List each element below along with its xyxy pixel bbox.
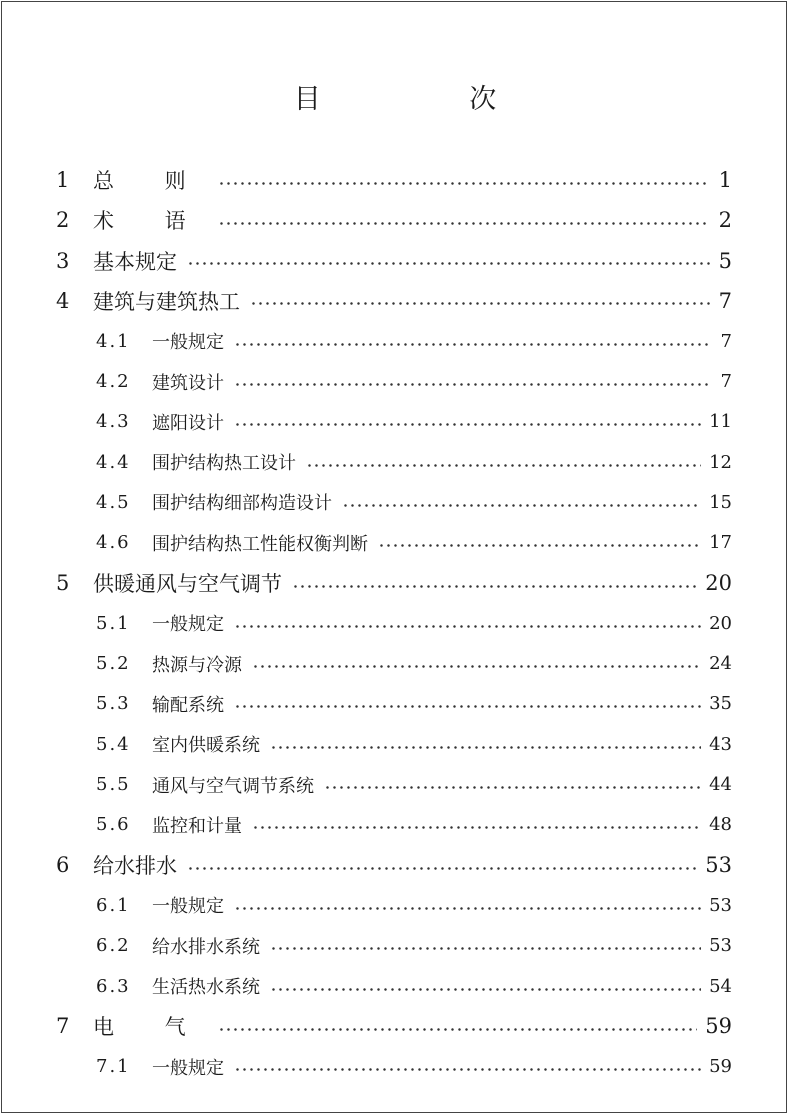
toc-entry-label: 热源与冷源: [152, 654, 242, 676]
toc-entry-label: 给水排水系统: [152, 936, 260, 958]
toc-leader-dots: [187, 867, 697, 870]
toc-entry-number: 5: [56, 571, 70, 595]
toc-entry[interactable]: [96, 321, 732, 361]
toc-entry-number: 5.5: [96, 774, 131, 795]
toc-entry-label: 围护结构细部构造设计: [152, 493, 332, 515]
toc-entry-label: 围护结构热工设计: [152, 453, 296, 475]
toc-entry-label: 室内供暖系统: [152, 735, 260, 757]
toc-entry-label: 监控和计量: [152, 815, 242, 837]
toc-entry-number: 4.4: [96, 451, 131, 473]
toc-entry[interactable]: [96, 724, 732, 764]
toc-entry-page: 12: [709, 451, 732, 473]
toc-entry-label: 一般规定: [152, 896, 224, 918]
toc-entry-page: 1: [718, 168, 732, 192]
toc-entry-number: 5.1: [96, 612, 131, 634]
toc-leader-dots: [378, 544, 701, 547]
toc-entry-number: 6: [56, 853, 70, 878]
toc-entry-number: 5.6: [96, 814, 131, 836]
toc-entry-number: 6.3: [96, 975, 131, 997]
toc-leader-dots: [324, 786, 701, 789]
toc-entry[interactable]: [56, 160, 732, 200]
toc-entry[interactable]: [56, 200, 732, 240]
toc-entry[interactable]: [56, 241, 732, 281]
toc-entry-page: 35: [709, 693, 732, 715]
toc-entry-number: 4: [56, 288, 70, 313]
toc-leader-dots: [250, 302, 710, 305]
toc-entry[interactable]: [96, 402, 732, 442]
toc-entry-number: 3: [56, 248, 70, 273]
toc-leader-dots: [270, 746, 701, 749]
toc-entry-label: 一般规定: [152, 614, 224, 636]
toc-entry-page: 17: [709, 532, 732, 554]
toc-entry-page: 2: [718, 208, 732, 233]
toc-entry-label: 一般规定: [152, 1057, 224, 1079]
toc-entry-label: 一般规定: [152, 332, 224, 354]
toc-entry[interactable]: [96, 885, 732, 925]
toc-entry-page: 53: [705, 853, 732, 878]
toc-entry[interactable]: [96, 966, 732, 1006]
toc-entry-number: 4.2: [96, 371, 131, 392]
toc-entry-page: 59: [709, 1056, 732, 1078]
toc-entry-number: 4.3: [96, 411, 131, 433]
toc-entry-label: 遮阳设计: [152, 412, 224, 434]
toc-entry-page: 7: [720, 330, 732, 352]
toc-leader-dots: [234, 1068, 701, 1071]
toc-entry-number: 1: [56, 168, 70, 192]
toc-entry[interactable]: [56, 563, 732, 603]
toc-entry-number: 5.3: [96, 693, 131, 715]
toc-entry[interactable]: [96, 442, 732, 482]
toc-entry[interactable]: [56, 845, 732, 885]
toc-leader-dots: [234, 383, 710, 386]
toc-leader-dots: [252, 826, 701, 829]
toc-entry-page: 5: [718, 248, 732, 273]
toc-entry-label: 建筑与建筑热工: [93, 289, 240, 314]
toc-entry-page: 20: [705, 571, 732, 595]
toc-entry[interactable]: [96, 603, 732, 643]
toc-leader-dots: [234, 625, 701, 628]
toc-leader-dots: [252, 665, 701, 668]
toc-entry[interactable]: [96, 362, 732, 402]
toc-entry[interactable]: [96, 765, 732, 805]
toc-entry[interactable]: [96, 805, 732, 845]
toc-entry-page: 24: [709, 653, 732, 675]
toc-entry-number: 6.1: [96, 894, 131, 916]
toc-entry-page: 7: [718, 288, 732, 313]
toc-entry-page: 43: [709, 733, 732, 755]
toc-entry[interactable]: [96, 482, 732, 522]
toc-leader-dots: [187, 262, 710, 265]
toc-leader-dots: [270, 988, 701, 991]
toc-entry[interactable]: [96, 926, 732, 966]
toc-leader-dots: [234, 343, 710, 346]
toc-leader-dots: [218, 182, 710, 185]
toc-entry-number: 5.2: [96, 653, 131, 675]
toc-entry[interactable]: [96, 644, 732, 684]
toc-leader-dots: [292, 585, 697, 588]
toc-entry-label: 输配系统: [152, 694, 224, 716]
toc-entry-number: 6.2: [96, 935, 131, 957]
toc-leader-dots: [218, 1028, 698, 1031]
toc-entry[interactable]: [96, 684, 732, 724]
toc-leader-dots: [306, 464, 701, 467]
toc-entry-page: 53: [709, 935, 732, 957]
toc-entry[interactable]: [56, 1006, 732, 1046]
toc-entry-label: 建筑设计: [152, 372, 224, 394]
toc-entry-page: 53: [709, 894, 732, 916]
toc-leader-dots: [234, 705, 701, 708]
toc-entry-label: 给水排水: [93, 854, 177, 879]
toc-entry-number: 2: [56, 208, 70, 233]
toc-entry-page: 20: [709, 612, 732, 634]
toc-entry-number: 4.5: [96, 491, 131, 513]
toc-entry-number: 7.1: [96, 1056, 131, 1078]
toc-leader-dots: [270, 947, 701, 950]
toc-entry-page: 48: [709, 814, 732, 836]
toc-entry-number: 7: [56, 1014, 70, 1039]
toc-entry-label: 通风与空气调节系统: [152, 775, 314, 797]
toc-entry-label: 术 语: [93, 209, 208, 234]
toc-entry-page: 15: [709, 491, 732, 513]
toc-entry[interactable]: [96, 523, 732, 563]
toc-entry[interactable]: [96, 1047, 732, 1087]
toc-entry-number: 4.6: [96, 532, 131, 554]
toc-entry-label: 总 则: [93, 169, 208, 193]
toc-leader-dots: [234, 423, 701, 426]
page-title: 目 次: [293, 84, 567, 115]
toc-entry-label: 供暖通风与空气调节: [93, 572, 282, 596]
toc-entry-label: 基本规定: [93, 249, 177, 274]
toc-entry-label: 围护结构热工性能权衡判断: [152, 533, 368, 555]
toc-entry-page: 44: [709, 774, 732, 795]
toc-entry-number: 5.4: [96, 733, 131, 755]
toc-entry-page: 11: [709, 411, 732, 433]
toc-leader-dots: [218, 222, 710, 225]
toc-entry[interactable]: [56, 281, 732, 321]
toc-leader-dots: [342, 504, 701, 507]
toc-entry-page: 7: [720, 371, 732, 392]
toc-entry-number: 4.1: [96, 330, 131, 352]
toc-entry-page: 59: [705, 1014, 732, 1039]
toc-entry-page: 54: [709, 975, 732, 997]
toc-leader-dots: [234, 907, 701, 910]
toc-entry-label: 电 气: [93, 1015, 208, 1040]
toc-entry-label: 生活热水系统: [152, 977, 260, 998]
